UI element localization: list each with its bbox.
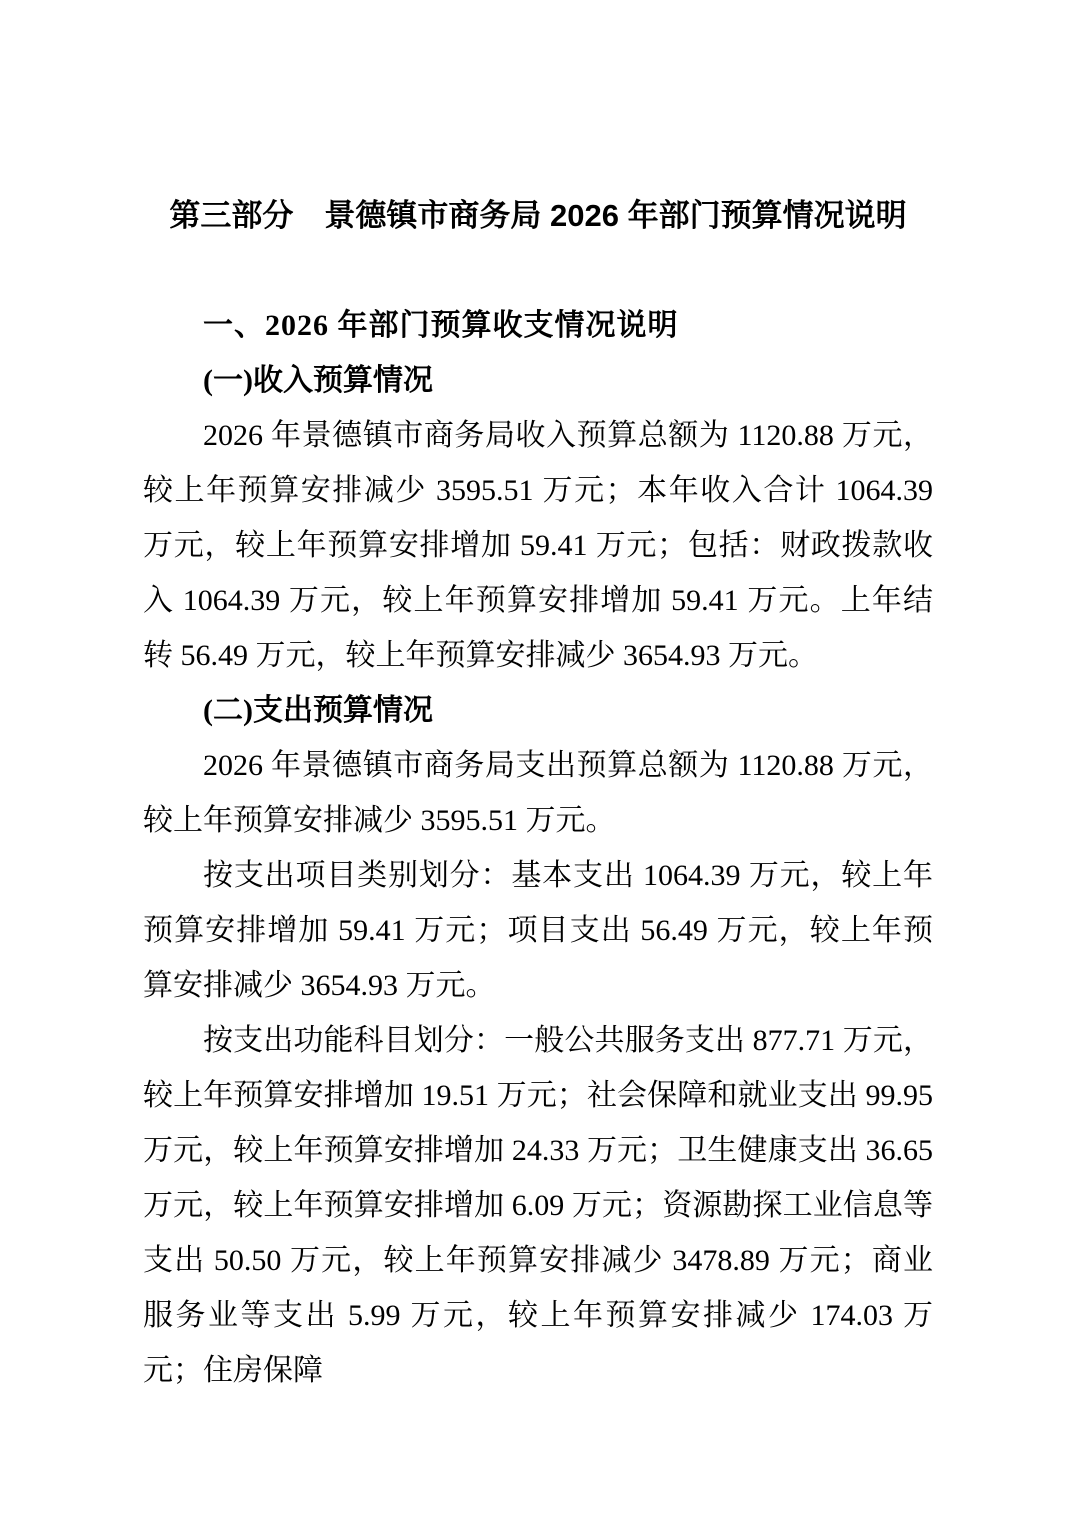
paragraph-expenditure-by-project-category: 按支出项目类别划分：基本支出 1064.39 万元，较上年预算安排增加 59.41 万元；项目支出 56.49 万元，较上年预算安排减少 3654.93 万元。 — [143, 859, 933, 1002]
paragraph-income-budget: 2026 年景德镇市商务局收入预算总额为 1120.88 万元，较上年预算安排减少 3595.51 万元；本年收入合计 1064.39 万元，较上年预算安排增加 59.41 万元；包括：财政拨款收入 1064.39 万元，较上年预算安排增加 59.41 万元。上年结转 56.49 万元，较上年预算安排减少 3654.93 万元。 — [143, 419, 933, 672]
subsection-heading-income-budget: (一)收入预算情况 — [203, 364, 433, 397]
paragraph-expenditure-by-function: 按支出功能科目划分：一般公共服务支出 877.71 万元，较上年预算安排增加 19.51 万元；社会保障和就业支出 99.95 万元，较上年预算安排增加 24.33 万元；卫生健康支出 36.65 万元，较上年预算安排增加 6.09 万元；资源勘探工业信息等支出 50.50 万元，较上年预算安排减少 3478.89 万元；商业服务业等支出 5.99 万元，较上年预算安排减少 174.03 万元；住房保障 — [143, 1024, 933, 1387]
subsection-heading-expenditure-budget: (二)支出预算情况 — [203, 694, 433, 727]
paragraph-expenditure-total: 2026 年景德镇市商务局支出预算总额为 1120.88 万元，较上年预算安排减少 3595.51 万元。 — [143, 749, 933, 837]
document-title: 第三部分 景德镇市商务局 2026 年部门预算情况说明 — [169, 198, 907, 233]
section-heading-budget-revenue-expenditure: 一、2026 年部门预算收支情况说明 — [203, 309, 679, 342]
